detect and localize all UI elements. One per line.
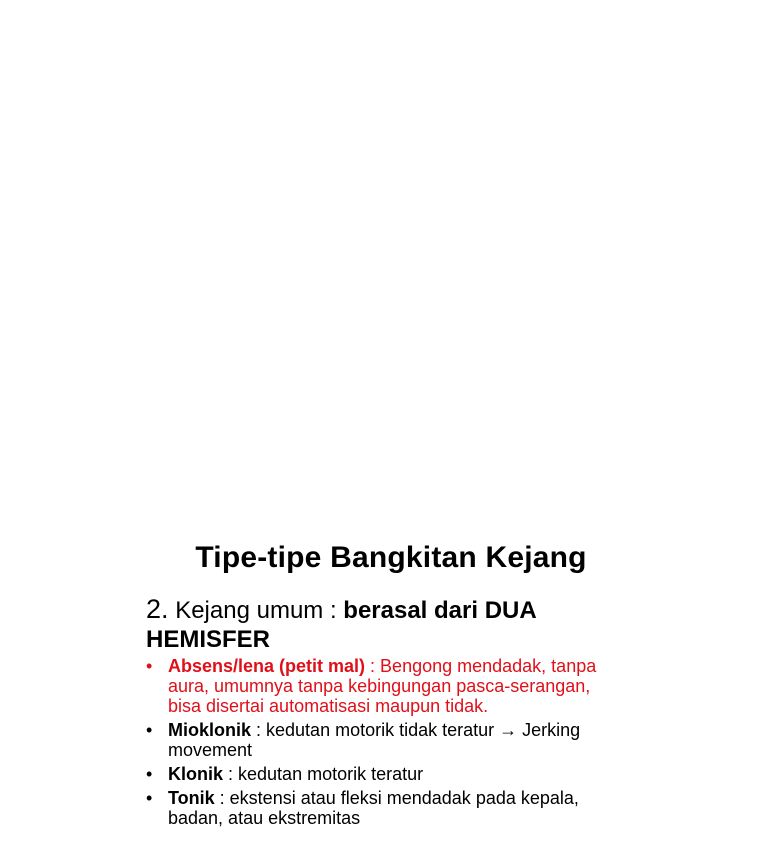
item-term: Absens/lena (petit mal): [168, 656, 366, 676]
list-item: [146, 764, 626, 784]
item-description: : ekstensi atau fleksi mendadak pada kepala, badan, atau ekstremitas: [168, 788, 579, 828]
list-item: [146, 788, 626, 828]
item-description: : kedutan motorik tidak teratur → Jerking movement: [168, 720, 581, 760]
item-term: Klonik: [168, 764, 224, 784]
bullet-icon: •: [146, 764, 153, 784]
bullet-icon: •: [146, 788, 153, 808]
bullet-list: [146, 656, 626, 832]
bullet-icon: •: [146, 720, 153, 740]
item-term: Tonik: [168, 788, 215, 808]
section-number: 2.: [146, 594, 169, 624]
item-description: : Bengong mendadak, tanpa aura, umumnya tanpa kebingungan pasca-serangan, bisa disertai automatisasi maupun tidak.: [168, 656, 597, 716]
slide-title: Tipe-tipe Bangkitan Kejang: [195, 541, 587, 574]
list-item: [146, 720, 626, 760]
section-heading-text: Kejang umum :: [168, 597, 344, 624]
bullet-icon: •: [146, 656, 153, 676]
section-heading: [146, 595, 646, 654]
item-term: Mioklonik: [168, 720, 252, 740]
item-description: : kedutan motorik teratur: [223, 764, 424, 784]
list-item: [146, 656, 626, 716]
section-heading-bold: berasal dari DUA HEMISFER: [146, 597, 536, 653]
